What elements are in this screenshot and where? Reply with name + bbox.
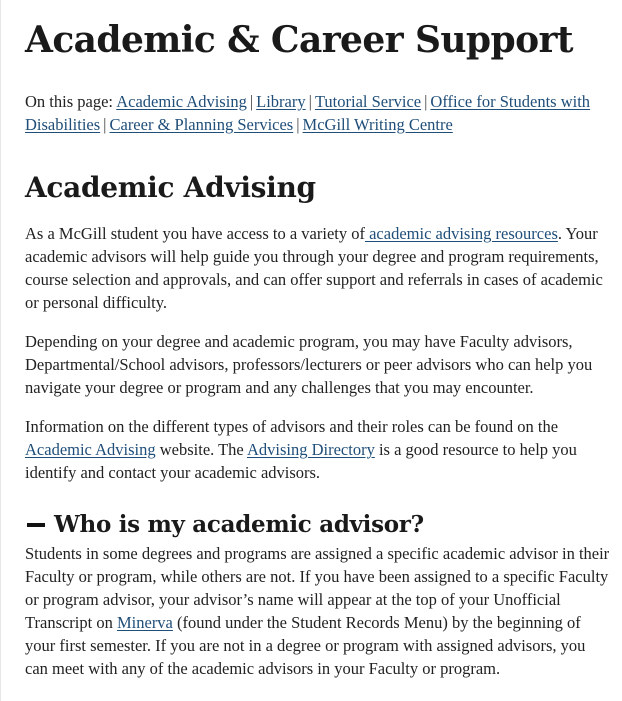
text-span: is a good resource to help you identify and contact your academic advisors.: [25, 440, 577, 482]
minus-icon[interactable]: [27, 523, 45, 527]
nav-separator: |: [308, 92, 312, 111]
paragraph-advising-intro: [25, 222, 610, 314]
nav-link-office-for-students-with-disabilities[interactable]: Office for Students with Disabilities: [25, 92, 591, 134]
link-advising-directory[interactable]: Advising Directory: [246, 440, 375, 459]
on-this-page-label: On this page:: [25, 92, 113, 111]
nav-separator: |: [249, 92, 254, 111]
paragraph-advisor-types: Depending on your degree and academic program, you may have Faculty advisors, Departmental/School advisors, professors/lecturers or peer advisors who can help you navigate your degree or program and any challenges that you may encounter.: [25, 332, 593, 397]
nav-separator: |: [296, 115, 300, 134]
page-title: Academic & Career Support: [25, 19, 573, 61]
nav-link-library[interactable]: Library: [256, 92, 306, 111]
nav-separator: |: [103, 115, 107, 134]
text-span: website. The: [155, 440, 247, 459]
text-span: As a McGill student you have access to a variety of: [25, 224, 365, 243]
accordion-toggle-who-is-my-advisor[interactable]: [25, 510, 610, 540]
link-minerva[interactable]: Minerva: [116, 613, 173, 632]
section-title-academic-advising: Academic Advising: [25, 171, 316, 204]
on-this-page-nav: [25, 90, 610, 136]
link-academic-advising-website[interactable]: Academic Advising: [25, 440, 156, 459]
text-span: Information on the different types of advisors and their roles can be found on the: [25, 417, 559, 436]
link-academic-advising-resources[interactable]: academic advising resources: [364, 224, 558, 243]
nav-link-academic-advising[interactable]: Academic Advising: [116, 92, 247, 111]
nav-separator: |: [424, 92, 428, 111]
text-span: (found under the Student Records Menu) by the beginning of your first semester. If you are not in a degree or program with assigned advisors, you can meet with any of the academic advisors in your Faculty or program.: [25, 613, 586, 678]
nav-link-mcgill-writing-centre[interactable]: McGill Writing Centre: [302, 115, 453, 134]
left-divider: [0, 0, 1, 701]
main-content: [25, 0, 610, 680]
accordion-title[interactable]: Who is my academic advisor?: [54, 511, 424, 538]
nav-link-tutorial-service[interactable]: Tutorial Service: [314, 92, 422, 111]
text-span: . Your academic advisors will help guide you through your degree and program requirements, course selection and approvals, and can offer support and referrals in cases of academic or personal difficulty.: [25, 224, 603, 312]
text-span: Students in some degrees and programs are assigned a specific academic advisor in their Faculty or program, while others are not. If you have been assigned to a specific Faculty or program advisor, your advisor’s name will appear at the top of your Unofficial Transcript on: [25, 544, 610, 632]
paragraph-advising-info: [25, 415, 610, 484]
accordion-body: [25, 542, 610, 680]
nav-link-career-planning-services[interactable]: Career & Planning Services: [109, 115, 294, 134]
